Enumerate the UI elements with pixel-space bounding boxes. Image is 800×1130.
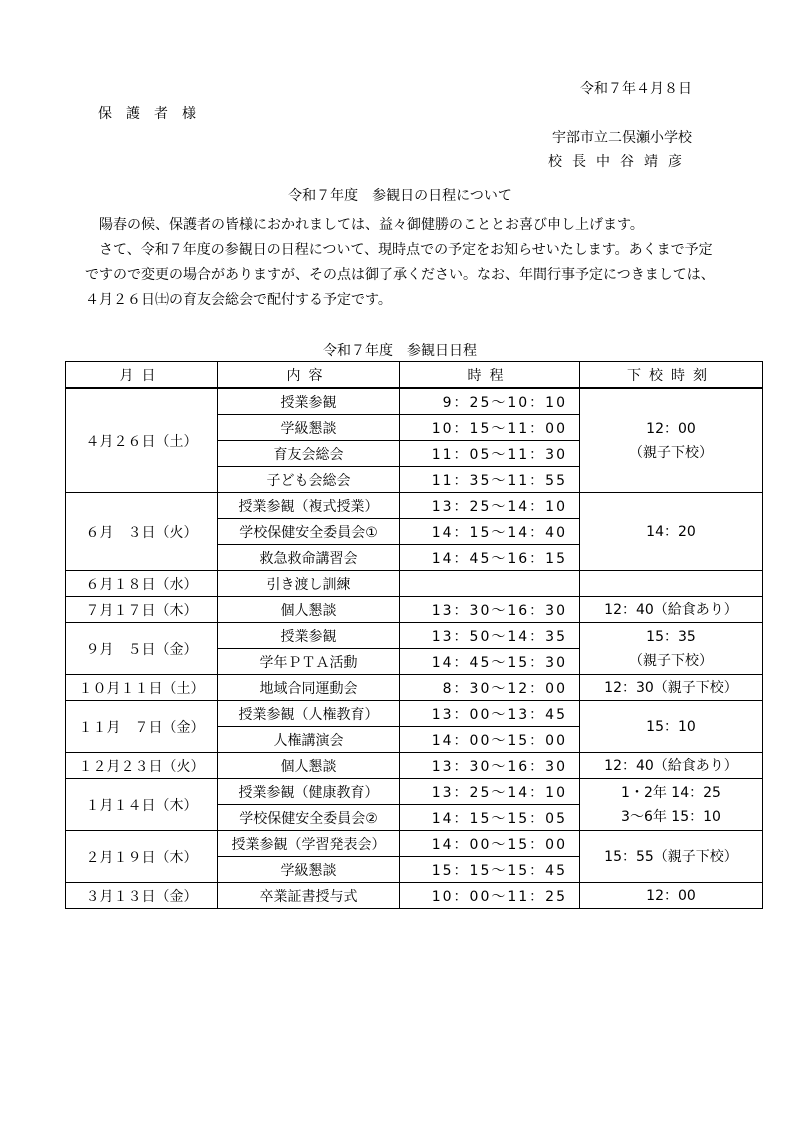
- event-time: 11：05～11：30: [400, 441, 580, 467]
- table-row: [66, 571, 763, 597]
- body-text: [85, 213, 715, 313]
- table-row: [66, 623, 763, 649]
- event-time: 14：15～15：05: [400, 805, 580, 831]
- event-content: 授業参観（学習発表会）: [218, 831, 400, 857]
- table-row: [66, 388, 763, 415]
- event-date: ６月１８日（水）: [66, 571, 218, 597]
- dismissal-line: 15：35: [646, 628, 696, 645]
- school-name: 宇部市立二俣瀬小学校: [552, 130, 692, 146]
- event-content: 育友会総会: [218, 441, 400, 467]
- event-date: ６月 ３日（火）: [66, 493, 218, 571]
- dismissal-line: 1・2年 14：25: [621, 784, 721, 801]
- dismissal-time: [580, 753, 763, 779]
- event-time: [400, 571, 580, 597]
- dismissal-line: 15：10: [646, 718, 696, 735]
- table-header-row: [66, 362, 763, 389]
- event-content: 授業参観: [218, 388, 400, 415]
- dismissal-line: 12：30（親子下校）: [604, 679, 738, 696]
- event-time: 14：15～14：40: [400, 519, 580, 545]
- event-content: 授業参観（複式授業）: [218, 493, 400, 519]
- dismissal-line: 12：00: [646, 420, 696, 437]
- table-row: [66, 883, 763, 909]
- document-title: 令和７年度 参観日の日程について: [288, 188, 512, 204]
- principal-name: 校長中谷靖彦: [548, 154, 692, 170]
- event-date: ７月１７日（木）: [66, 597, 218, 623]
- dismissal-time: [580, 701, 763, 753]
- dismissal-line: 12：40（給食あり）: [604, 757, 738, 774]
- table-row: [66, 701, 763, 727]
- dismissal-time: [580, 831, 763, 883]
- event-content: 授業参観: [218, 623, 400, 649]
- document-date: 令和７年４月８日: [580, 81, 692, 97]
- dismissal-time: [580, 571, 763, 597]
- table-title: 令和７年度 参観日日程: [323, 343, 477, 359]
- dismissal-time: [580, 779, 763, 831]
- event-date: ３月１３日（金）: [66, 883, 218, 909]
- schedule-table: [65, 361, 763, 909]
- header-dismissal: 下校時刻: [580, 362, 763, 389]
- dismissal-time: [580, 623, 763, 675]
- table-row: [66, 753, 763, 779]
- event-content: 地域合同運動会: [218, 675, 400, 701]
- event-time: 10：15～11：00: [400, 415, 580, 441]
- event-content: 学校保健安全委員会②: [218, 805, 400, 831]
- event-date: ４月２６日（土）: [66, 388, 218, 493]
- dismissal-time: [580, 883, 763, 909]
- table-row: [66, 831, 763, 857]
- event-date: １１月 ７日（金）: [66, 701, 218, 753]
- event-content: 学級懇談: [218, 857, 400, 883]
- body-paragraph-1: 陽春の候、保護者の皆様におかれましては、益々御健勝のこととお喜び申し上げます。: [99, 217, 644, 233]
- dismissal-line: 15：55（親子下校）: [604, 848, 738, 865]
- event-content: 学級懇談: [218, 415, 400, 441]
- dismissal-line: （親子下校）: [629, 444, 713, 461]
- event-content: 学校保健安全委員会①: [218, 519, 400, 545]
- event-time: 8：30～12：00: [400, 675, 580, 701]
- event-time: 14：45～16：15: [400, 545, 580, 571]
- event-content: 人権講演会: [218, 727, 400, 753]
- event-time: 13：25～14：10: [400, 779, 580, 805]
- header-date: 月日: [66, 362, 218, 389]
- event-date: １２月２３日（火）: [66, 753, 218, 779]
- event-content: 卒業証書授与式: [218, 883, 400, 909]
- event-time: 14：00～15：00: [400, 831, 580, 857]
- event-content: 引き渡し訓練: [218, 571, 400, 597]
- dismissal-time: [580, 388, 763, 493]
- event-date: １月１４日（木）: [66, 779, 218, 831]
- event-content: 授業参観（健康教育）: [218, 779, 400, 805]
- body-paragraph-2: さて、令和７年度の参観日の日程について、現時点での予定をお知らせいたします。あくまで予定ですので変更の場合がありますが、その点は御了承ください。なお、年間行事予定につきましては、４月２６日㈯の育友会総会で配付する予定です。: [85, 242, 715, 308]
- dismissal-time: [580, 493, 763, 571]
- event-content: 子ども会総会: [218, 467, 400, 493]
- dismissal-line: 12：00: [646, 887, 696, 904]
- event-time: 15：15～15：45: [400, 857, 580, 883]
- header-content: 内容: [218, 362, 400, 389]
- event-time: 13：30～16：30: [400, 597, 580, 623]
- table-row: [66, 597, 763, 623]
- event-time: 14：45～15：30: [400, 649, 580, 675]
- dismissal-line: 14：20: [646, 523, 696, 540]
- event-time: 9：25～10：10: [400, 388, 580, 415]
- dismissal-time: [580, 597, 763, 623]
- schedule-body: [66, 388, 763, 909]
- event-content: 個人懇談: [218, 753, 400, 779]
- event-time: 11：35～11：55: [400, 467, 580, 493]
- event-time: 14：00～15：00: [400, 727, 580, 753]
- table-row: [66, 675, 763, 701]
- dismissal-line: 12：40（給食あり）: [604, 601, 738, 618]
- event-content: 個人懇談: [218, 597, 400, 623]
- event-time: 13：00～13：45: [400, 701, 580, 727]
- event-time: 10：00～11：25: [400, 883, 580, 909]
- header-schedule: 時程: [400, 362, 580, 389]
- table-row: [66, 779, 763, 805]
- event-date: １０月１１日（土）: [66, 675, 218, 701]
- event-date: ２月１９日（木）: [66, 831, 218, 883]
- event-time: 13：25～14：10: [400, 493, 580, 519]
- dismissal-line: （親子下校）: [629, 652, 713, 669]
- event-content: 救急救命講習会: [218, 545, 400, 571]
- event-content: 授業参観（人権教育）: [218, 701, 400, 727]
- dismissal-line: 3～6年 15：10: [621, 808, 721, 825]
- dismissal-time: [580, 675, 763, 701]
- event-date: ９月 ５日（金）: [66, 623, 218, 675]
- event-time: 13：30～16：30: [400, 753, 580, 779]
- event-time: 13：50～14：35: [400, 623, 580, 649]
- event-content: 学年ＰＴＡ活動: [218, 649, 400, 675]
- table-row: [66, 493, 763, 519]
- addressee: 保護者様: [98, 106, 210, 122]
